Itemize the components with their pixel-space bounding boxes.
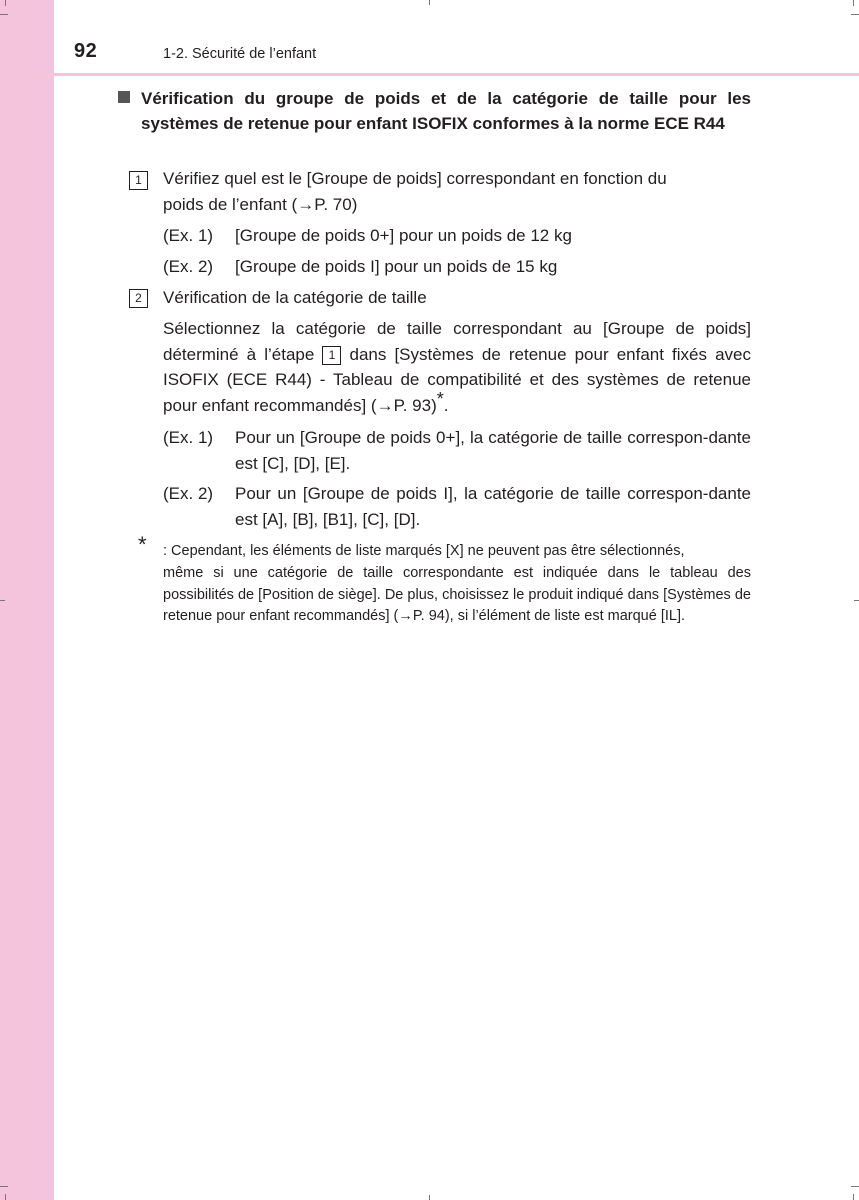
step2-text-part2: dans [Systèmes de retenue pour enfant fixés avec ISOFIX (ECE R44) - Tableau de compatibilité et des systèmes de retenue pour enfant recommandés] ( [163,344,751,415]
footnote-first-line: : Cependant, les éléments de liste marqués [X] ne peuvent pas être sélectionnés, [163,543,685,559]
step2-text-part1: Sélectionnez la catégorie de taille correspondant au [Groupe de poids] déterminé à l’étape [163,319,751,364]
step-number-2: 2 [129,289,148,308]
page-reference[interactable]: P. 93) [393,395,437,415]
crop-mark [854,600,859,601]
step-reference-1: 1 [322,346,341,365]
step2-text-end: . [443,395,449,415]
crop-mark [853,0,854,6]
side-margin-band [0,0,54,1200]
crop-mark [851,14,859,15]
footnote-text-pre: même si une catégorie de taille correspondante est indiquée dans le tableau des possibilités de [Position de siège]. De plus, choisissez le produit indiqué dans [Systèmes de retenue pour enfant recommandés] ( [163,564,751,625]
crop-mark [853,1194,854,1200]
footnote-body [153,563,751,628]
crop-mark [5,1194,6,1200]
crop-mark [429,1195,430,1200]
step2-paragraph [163,316,751,418]
page-reference[interactable]: P. 94), si l’élément de liste est marqué [IL]. [412,608,686,625]
example-label: (Ex. 2) [163,257,214,276]
arrow-icon: → [376,395,394,415]
step1-text [163,166,751,217]
footnote [153,541,751,628]
footnote-line1 [153,541,751,563]
section-title: 1-2. Sécurité de l’enfant [163,46,317,62]
crop-mark [851,1186,859,1187]
example-label: (Ex. 2) [163,484,214,503]
step1-line2-pre: poids de l’enfant ( [163,194,298,214]
crop-mark [0,14,8,15]
header-rule [54,73,859,76]
example-text: Pour un [Groupe de poids I], la catégorie de taille correspon-dante est [A], [B], [B1], [C], [D]. [235,484,751,529]
square-bullet-icon [118,91,130,103]
asterisk-icon: * [138,532,147,557]
step-number-1: 1 [129,171,148,190]
page-reference[interactable]: P. 70) [314,194,358,214]
crop-mark [0,600,5,601]
arrow-icon: → [398,608,413,625]
page-number: 92 [74,40,98,62]
crop-mark [0,1186,8,1187]
step2-title: Vérification de la catégorie de taille [163,288,427,307]
crop-mark [5,0,6,6]
section-heading: Vérification du groupe de poids et de la catégorie de taille pour les systèmes de retenue pour enfant ISOFIX conformes à la norme ECE R44 [141,89,751,133]
example-label: (Ex. 1) [163,226,214,245]
arrow-icon: → [297,194,315,214]
example-label: (Ex. 1) [163,428,214,447]
example-text: [Groupe de poids 0+] pour un poids de 12 kg [235,226,572,245]
crop-mark [429,0,430,5]
example-text: Pour un [Groupe de poids 0+], la catégorie de taille correspon-dante est [C], [D], [E]. [235,428,751,473]
step1-line1: Vérifiez quel est le [Groupe de poids] correspondant en fonction du [163,169,667,188]
example-text: [Groupe de poids I] pour un poids de 15 kg [235,257,558,276]
asterisk-icon: * [436,388,444,409]
